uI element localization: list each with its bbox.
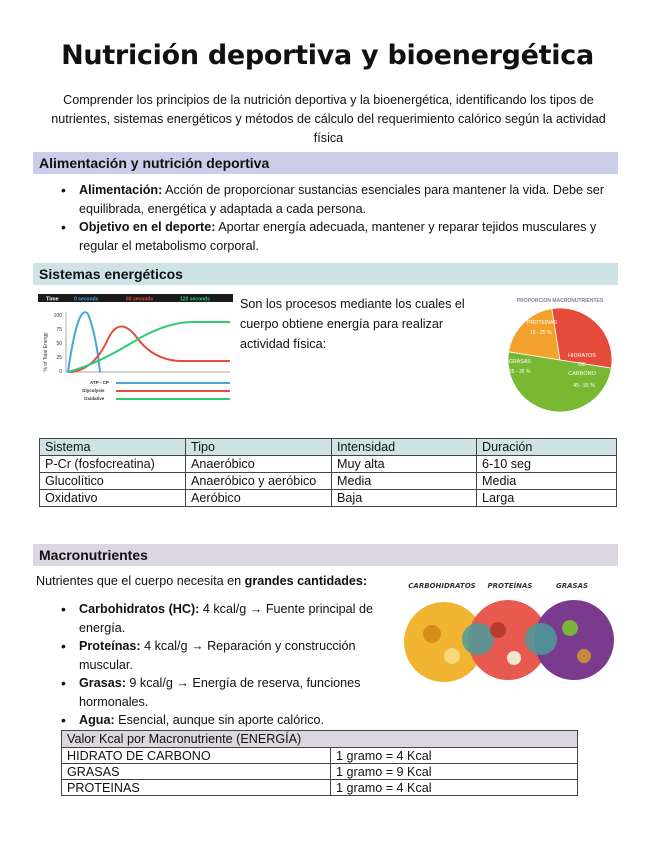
list-item <box>57 218 617 255</box>
table-cell: Baja <box>332 490 477 507</box>
list-item-text: Aportar energía adecuada, mantener y reparar tejidos musculares y regular el metabolismo corporal. <box>79 220 597 253</box>
list-item-text: 4 kcal/g → Fuente principal de energía. <box>79 602 373 635</box>
chart-segment-label: 0 seconds <box>74 296 99 303</box>
table-row <box>62 780 578 796</box>
table-cell: 6-10 seg <box>477 456 617 473</box>
pie-label-grasas: GRASAS <box>509 359 531 365</box>
chart-time-label: Time <box>46 296 59 303</box>
table-cell: 1 gramo = 4 Kcal <box>331 780 578 796</box>
sistemas-description: Son los procesos mediante los cuales el cuerpo obtiene energía para realizar actividad física: <box>240 297 465 351</box>
table-cell: Glucolítico <box>40 473 186 490</box>
table-header-cell: Sistema <box>40 439 186 456</box>
pie-label-hc-line2: DE <box>578 362 586 368</box>
energy-systems-chart <box>38 294 233 406</box>
intro-paragraph: Comprender los principios de la nutrición deportiva y la bioenergética, identificando los tipos de nutrientes, sistemas energéticos y métodos de cálculo del requerimiento calórico según la actividad física <box>51 93 606 145</box>
table-cell: Larga <box>477 490 617 507</box>
legend-glycolysis: Glycolysis <box>82 388 105 393</box>
table-cell: Media <box>477 473 617 490</box>
list-item-term: Objetivo en el deporte: <box>79 220 216 234</box>
chart-y-tick: 25 <box>56 355 62 361</box>
table-row <box>40 490 617 507</box>
meat-icon <box>490 622 506 638</box>
table-header-cell: Duración <box>477 439 617 456</box>
food-label-proteins: PROTEÍNAS <box>487 582 533 590</box>
pie-range-hc: 45 - 55 % <box>573 383 595 389</box>
plate-overlap-left <box>462 623 494 655</box>
table-cell: Media <box>332 473 477 490</box>
food-label-fats: GRASAS <box>555 582 589 590</box>
list-item <box>57 600 392 637</box>
list-item-term: Alimentación: <box>79 183 163 197</box>
section-heading-sistemas: Sistemas energéticos <box>33 263 618 285</box>
table-cell: Aeróbico <box>186 490 332 507</box>
list-item-text: 9 kcal/g → Energía de reserva, funciones hormonales. <box>79 676 361 709</box>
list-item-text: 4 kcal/g → Reparación y construcción muscular. <box>79 639 356 672</box>
energy-systems-table <box>39 438 617 507</box>
table-cell: Anaeróbico y aeróbico <box>186 473 332 490</box>
table-cell: PROTEINAS <box>62 780 331 796</box>
intro-bold-text: grandes cantidades: <box>244 574 368 588</box>
egg-icon <box>507 651 521 665</box>
chart-y-tick: 100 <box>53 313 62 319</box>
table-row <box>62 748 578 764</box>
food-label-carbs: CARBOHIDRATOS <box>408 582 476 590</box>
legend-oxidative: Oxidative <box>84 396 105 401</box>
list-item-term: Agua: <box>79 713 115 727</box>
table-row <box>62 764 578 780</box>
list-item-text: Acción de proporcionar sustancias esenciales para mantener la vida. Debe ser equilibrada, energética y adaptada a cada persona. <box>79 183 605 216</box>
chart-y-label: % of Total Energy <box>43 332 49 372</box>
table-header-row <box>40 439 617 456</box>
list-item <box>57 637 392 674</box>
list-item <box>57 711 392 730</box>
table-cell: 1 gramo = 9 Kcal <box>331 764 578 780</box>
macronutrient-pie-chart <box>500 294 620 418</box>
chart-segment-label: 60 seconds <box>126 296 154 303</box>
pie-title: PROPORCION MACRONUTRIENTES <box>516 298 604 304</box>
pie-label-hc-line3: CARBONO <box>568 371 596 377</box>
list-item <box>57 181 617 218</box>
page-title: Nutrición deportiva y bioenergética <box>61 40 594 71</box>
list-item-term: Proteínas: <box>79 639 141 653</box>
table-cell: Anaeróbico <box>186 456 332 473</box>
pasta-icon <box>444 648 460 664</box>
table-cell: Muy alta <box>332 456 477 473</box>
table-header-cell: Tipo <box>186 439 332 456</box>
chart-segment-label: 120 seconds <box>180 296 211 303</box>
list-item-term: Grasas: <box>79 676 126 690</box>
pie-range-proteinas: 15 - 25 % <box>530 330 552 336</box>
pie-slice-grasas <box>552 308 612 368</box>
pie-label-hc-line1: HIDRATOS <box>568 353 596 359</box>
avocado-icon <box>562 620 578 636</box>
bread-icon <box>423 625 441 643</box>
section-heading-macronutrientes: Macronutrientes <box>33 544 618 566</box>
intro-plain-text: Nutrientes que el cuerpo necesita en <box>36 574 245 588</box>
table-header-cell: Intensidad <box>332 439 477 456</box>
chart-y-tick: 75 <box>56 327 62 333</box>
list-item-term: Carbohidratos (HC): <box>79 602 200 616</box>
table-cell: 1 gramo = 4 Kcal <box>331 748 578 764</box>
kcal-table <box>61 730 578 796</box>
macronutrientes-intro <box>36 574 367 588</box>
table-row <box>40 473 617 490</box>
chart-y-tick: 50 <box>56 341 62 347</box>
table-cell: GRASAS <box>62 764 331 780</box>
food-groups-illustration <box>402 574 618 690</box>
legend-atp-cp: ATP - CP <box>90 380 109 385</box>
list-item <box>57 674 392 711</box>
section-heading-alimentacion: Alimentación y nutrición deportiva <box>33 152 618 174</box>
table-cell: Oxidativo <box>40 490 186 507</box>
nuts-icon <box>577 649 591 663</box>
table-row <box>40 456 617 473</box>
macronutrientes-list <box>57 600 392 730</box>
plate-overlap-right <box>525 623 557 655</box>
pie-range-grasas: 25 - 35 % <box>509 369 531 375</box>
list-item-text: Esencial, aunque sin aporte calórico. <box>114 713 325 727</box>
chart-y-tick: 0 <box>59 369 62 375</box>
kcal-table-header: Valor Kcal por Macronutriente (ENERGÍA) <box>62 731 578 748</box>
pie-label-proteinas: PROTEINAS <box>527 320 557 326</box>
table-cell: P-Cr (fosfocreatina) <box>40 456 186 473</box>
table-cell: HIDRATO DE CARBONO <box>62 748 331 764</box>
alimentacion-list <box>57 181 617 255</box>
table-header-row <box>62 731 578 748</box>
